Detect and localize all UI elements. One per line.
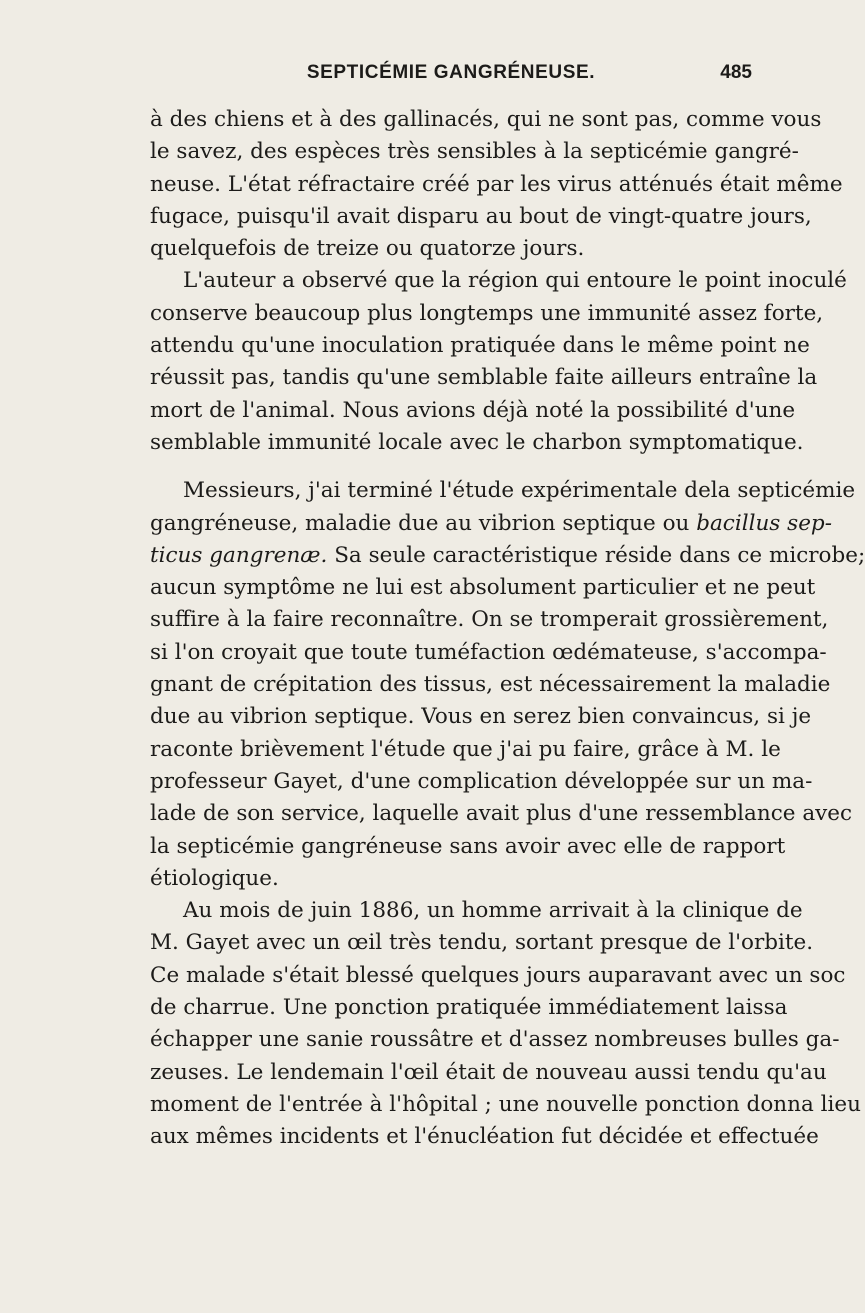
text-line: conserve beaucoup plus longtemps une immunité assez forte, — [150, 300, 824, 326]
text-line: lade de son service, laquelle avait plus d'une ressemblance avec — [150, 801, 853, 827]
text-line: neuse. L'état réfractaire créé par les virus atténués était même — [150, 171, 843, 197]
body-text — [150, 104, 865, 1154]
text-line: mort de l'animal. Nous avions déjà noté la possibilité d'une — [150, 397, 796, 423]
paragraph-4 — [150, 895, 861, 1153]
text-line: semblable immunité locale avec le charbon symptomatique. — [150, 429, 804, 455]
running-title: SEPTICÉMIE GANGRÉNEUSE. — [306, 62, 596, 83]
italic-term: ticus gangrenæ. — [150, 542, 328, 568]
text-line: due au vibrion septique. Vous en serez bien convaincus, si je — [150, 704, 812, 730]
text-segment: gangréneuse, maladie due au vibrion septique ou — [150, 510, 690, 536]
text-line: si l'on croyait que toute tuméfaction œdémateuse, s'accompa- — [150, 639, 827, 665]
text-line: raconte brièvement l'étude que j'ai pu faire, grâce à M. le — [150, 736, 781, 762]
text-line — [150, 508, 832, 540]
text-line: de charrue. Une ponction pratiquée immédiatement laissa — [150, 995, 788, 1021]
text-line: échapper une sanie roussâtre et d'assez nombreuses bulles ga- — [150, 1027, 840, 1053]
text-line: Au mois de juin 1886, un homme arrivait à la clinique de — [183, 898, 803, 924]
text-line: aucun symptôme ne lui est absolument particulier et ne peut — [150, 575, 816, 601]
paragraph-2 — [150, 265, 847, 459]
text-line: M. Gayet avec un œil très tendu, sortant presque de l'orbite. — [150, 930, 814, 956]
text-line: gnant de crépitation des tissus, est nécessairement la maladie — [150, 672, 831, 698]
text-line: moment de l'entrée à l'hôpital ; une nouvelle ponction donna lieu — [150, 1091, 861, 1117]
paragraph-1 — [150, 104, 843, 265]
italic-term: bacillus sep- — [696, 510, 832, 536]
paragraph-gap — [150, 459, 765, 475]
text-line: quelquefois de treize ou quatorze jours. — [150, 236, 585, 262]
page-header — [150, 62, 752, 90]
paragraph-3 — [150, 475, 865, 895]
text-line: L'auteur a observé que la région qui entoure le point inoculé — [183, 268, 847, 294]
page-number: 485 — [720, 62, 752, 83]
text-line: suffire à la faire reconnaître. On se tromperait grossièrement, — [150, 607, 829, 633]
text-line: réussit pas, tandis qu'une semblable faite ailleurs entraîne la — [150, 365, 818, 391]
text-line: aux mêmes incidents et l'énucléation fut décidée et effectuée — [150, 1124, 819, 1150]
text-line: la septicémie gangréneuse sans avoir avec elle de rapport — [150, 833, 786, 859]
text-line: Ce malade s'était blessé quelques jours auparavant avec un soc — [150, 962, 846, 988]
text-line: zeuses. Le lendemain l'œil était de nouveau aussi tendu qu'au — [150, 1059, 827, 1085]
text-line: fugace, puisqu'il avait disparu au bout de vingt-quatre jours, — [150, 203, 812, 229]
text-line — [150, 540, 865, 572]
text-line: le savez, des espèces très sensibles à la septicémie gangré- — [150, 139, 799, 165]
text-line: à des chiens et à des gallinacés, qui ne sont pas, comme vous — [150, 107, 822, 132]
text-line: professeur Gayet, d'une complication développée sur un ma- — [150, 768, 813, 794]
text-line: étiologique. — [150, 865, 279, 891]
text-line: Messieurs, j'ai terminé l'étude expérimentale dela septicémie — [183, 478, 856, 504]
text-line: attendu qu'une inoculation pratiquée dans le même point ne — [150, 333, 810, 359]
text-segment: Sa seule caractéristique réside dans ce microbe; — [334, 542, 865, 568]
